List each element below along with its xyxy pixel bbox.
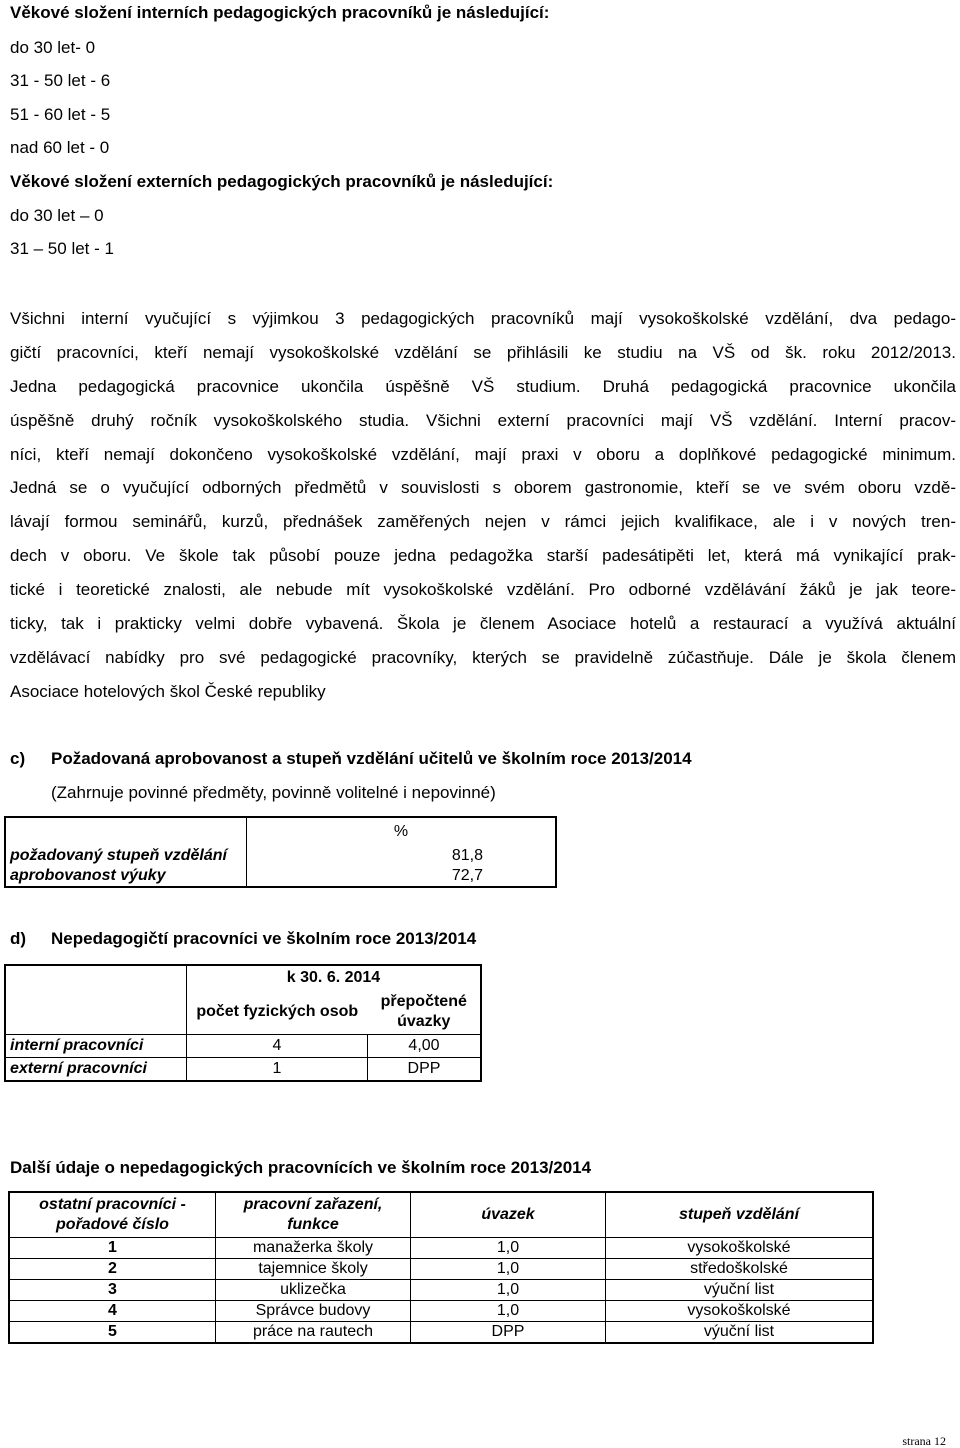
section-c-subtitle: (Zahrnuje povinné předměty, povinně volitelné i nepovinné): [51, 783, 496, 802]
row-label: aprobovanost výuky: [5, 866, 247, 887]
table-cell: středoškolské: [606, 1259, 874, 1280]
table-header-row: [9, 1192, 873, 1238]
table-row: [9, 1259, 873, 1280]
paragraph-line: Jedná se o vyučující odborných předmětů v souvislosti s oborem gastronomie, kteří se ve svém oboru vzdě-: [10, 478, 956, 498]
section-e-heading: Další údaje o nepedagogických pracovnících ve školním roce 2013/2014: [10, 1158, 592, 1177]
staff-qualification-paragraph: [10, 302, 956, 709]
row-value: 72,7: [451, 867, 483, 884]
paragraph-line: dech v oboru. Ve škole tak působí pouze jedna pedagožka starší padesátipěti let, která má vynikající prak-: [10, 546, 956, 566]
table-cell: výuční list: [606, 1280, 874, 1301]
table-header-row: [5, 817, 556, 846]
table-cell: 2: [9, 1259, 216, 1280]
percent-header: %: [393, 823, 409, 840]
table-row: [5, 846, 556, 866]
table-row: [9, 1280, 873, 1301]
table-cell: 5: [9, 1322, 216, 1344]
fte-value: DPP: [368, 1058, 482, 1082]
external-age-line: 31 – 50 let - 1: [10, 239, 114, 258]
table-cell: 1,0: [411, 1238, 606, 1259]
table-row: [9, 1238, 873, 1259]
table-cell: výuční list: [606, 1322, 874, 1344]
table-cell: 3: [9, 1280, 216, 1301]
section-c-heading: [10, 748, 692, 770]
fte-header: přepočtené úvazky: [368, 990, 482, 1035]
external-age-line: do 30 let – 0: [10, 206, 104, 225]
paragraph-line: tické i teoretické znalosti, ale nebude mít vysokoškolské vzdělání. Pro odborné vzdělávání žáků je jak teore-: [10, 580, 956, 600]
paragraph-line: úspěšně druhý ročník vysokoškolského studia. Všichni externí pracovníci mají VŠ vzdělání. Interní pracov-: [10, 410, 956, 430]
fte-value: 4,00: [368, 1035, 482, 1058]
table-cell: 1: [9, 1238, 216, 1259]
internal-age-line: nad 60 let - 0: [10, 138, 110, 157]
table-cell: [5, 990, 187, 1035]
internal-age-line: do 30 let- 0: [10, 38, 96, 57]
paragraph-line: vzdělávací nabídky pro své pedagogické pracovníky, kterých se pravidelně zúčastňuje. Dále je škola členem: [10, 647, 956, 667]
row-label: požadovaný stupeň vzdělání: [5, 846, 247, 866]
date-header: k 30. 6. 2014: [187, 965, 482, 990]
table-cell: uklizečka: [216, 1280, 411, 1301]
table-cell: práce na rautech: [216, 1322, 411, 1344]
headcount-value: 1: [187, 1058, 368, 1082]
table-cell: [5, 817, 247, 846]
non-teaching-staff-table: [4, 964, 482, 1082]
section-title: Nepedagogičtí pracovníci ve školním roce 2013/2014: [51, 929, 477, 948]
headcount-value: 4: [187, 1035, 368, 1058]
staff-details-table: [8, 1191, 874, 1344]
paragraph-line: Jedna pedagogická pracovnice ukončila úspěšně VŠ studium. Druhá pedagogická pracovnice ukončila: [10, 376, 956, 396]
headcount-header: počet fyzických osob: [187, 990, 368, 1035]
table-header-row: [5, 990, 481, 1035]
paragraph-line: Asociace hotelových škol České republiky: [10, 681, 326, 701]
table-cell: Správce budovy: [216, 1301, 411, 1322]
table-cell: 1,0: [411, 1301, 606, 1322]
table-row: [9, 1301, 873, 1322]
paragraph-line: lávají formou seminářů, kurzů, přednášek zaměřených nejen v rámci jejich kvalifikace, ale i v nových tren-: [10, 512, 956, 532]
table-row: [5, 1035, 481, 1058]
table-row: [5, 1058, 481, 1082]
qualification-table: [4, 816, 557, 888]
column-header: pracovní zařazení, funkce: [216, 1192, 411, 1238]
table-cell: vysokoškolské: [606, 1238, 874, 1259]
section-title: Požadovaná aprobovanost a stupeň vzdělání učitelů ve školním roce 2013/2014: [51, 749, 692, 768]
section-label: c): [10, 749, 26, 768]
paragraph-line: ticky, tak i prakticky velmi dobře vybavená. Škola je členem Asociace hotelů a restaurací a využívá aktuální: [10, 614, 956, 634]
table-cell: 4: [9, 1301, 216, 1322]
table-cell: [5, 965, 187, 990]
row-value: 81,8: [451, 847, 483, 864]
internal-age-line: 51 - 60 let - 5: [10, 105, 111, 124]
page-number: strana 12: [902, 1434, 946, 1448]
row-label: externí pracovníci: [5, 1058, 187, 1082]
table-cell: 1,0: [411, 1259, 606, 1280]
table-cell: manažerka školy: [216, 1238, 411, 1259]
external-age-heading: Věkové složení externích pedagogických pracovníků je následující:: [10, 172, 554, 191]
table-cell: vysokoškolské: [606, 1301, 874, 1322]
table-header-row: [5, 965, 481, 990]
internal-age-heading: Věkové složení interních pedagogických pracovníků je následující:: [10, 3, 550, 22]
table-cell: DPP: [411, 1322, 606, 1344]
column-header: úvazek: [411, 1192, 606, 1238]
internal-age-line: 31 - 50 let - 6: [10, 71, 111, 90]
table-cell: 1,0: [411, 1280, 606, 1301]
section-label: d): [10, 929, 27, 948]
column-header: ostatní pracovníci - pořadové číslo: [9, 1192, 216, 1238]
column-header: stupeň vzdělání: [606, 1192, 874, 1238]
table-row: [5, 866, 556, 887]
paragraph-line: Všichni interní vyučující s výjimkou 3 pedagogických pracovníků mají vysokoškolské vzdělání, dva pedago-: [10, 309, 956, 328]
table-row: [9, 1322, 873, 1344]
table-cell: tajemnice školy: [216, 1259, 411, 1280]
paragraph-line: gičtí pracovníci, kteří nemají vysokoškolské vzdělání se přihlásili ke studiu na VŠ od šk. roku 2012/2013.: [10, 342, 956, 362]
section-d-heading: [10, 928, 476, 950]
row-label: interní pracovníci: [5, 1035, 187, 1058]
paragraph-line: níci, kteří nemají dokončeno vysokoškolské vzdělání, mají praxi v oboru a doplňkové pedagogické minimum.: [10, 444, 956, 464]
